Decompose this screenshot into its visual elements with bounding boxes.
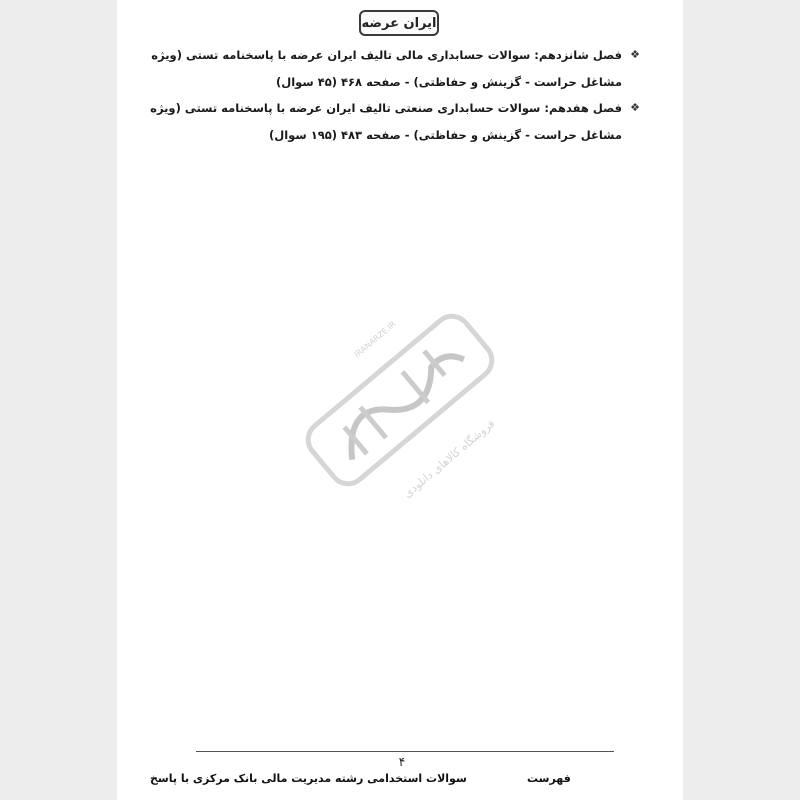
brand-logo <box>359 10 439 36</box>
toc-item-text: فصل شانزدهم: سوالات حسابداری مالی تالیف ایران عرضه با پاسخنامه تستی (ویژه مشاغل حراست - گزینش و حفاظتی) - صفحه ۴۶۸ (۴۵ سوال) <box>151 48 622 89</box>
watermark-tagline: فروشگاه کالاهای دانلودی <box>401 416 498 501</box>
watermark-domain: IRANARZE.IR <box>352 319 398 360</box>
footer-section-label: فهرست <box>527 772 571 785</box>
footer-divider <box>196 751 614 752</box>
footer-document-title: سوالات استخدامی رشته مدیریت مالی بانک مرکزی با پاسخ <box>150 772 467 785</box>
toc-list <box>140 42 640 148</box>
brand-logo-text: ایران عرضه <box>361 15 437 31</box>
toc-item-text: فصل هفدهم: سوالات حسابداری صنعتی تالیف ایران عرضه با پاسخنامه تستی (ویژه مشاغل حراست - گزینش و حفاظتی) - صفحه ۴۸۳ (۱۹۵ سوال) <box>150 101 622 142</box>
diamond-bullet-icon: ❖ <box>630 48 640 61</box>
watermark-logo <box>270 270 530 530</box>
toc-item <box>140 42 640 95</box>
diamond-bullet-icon: ❖ <box>630 101 640 114</box>
page-number: ۴ <box>398 755 406 769</box>
toc-item <box>140 95 640 148</box>
